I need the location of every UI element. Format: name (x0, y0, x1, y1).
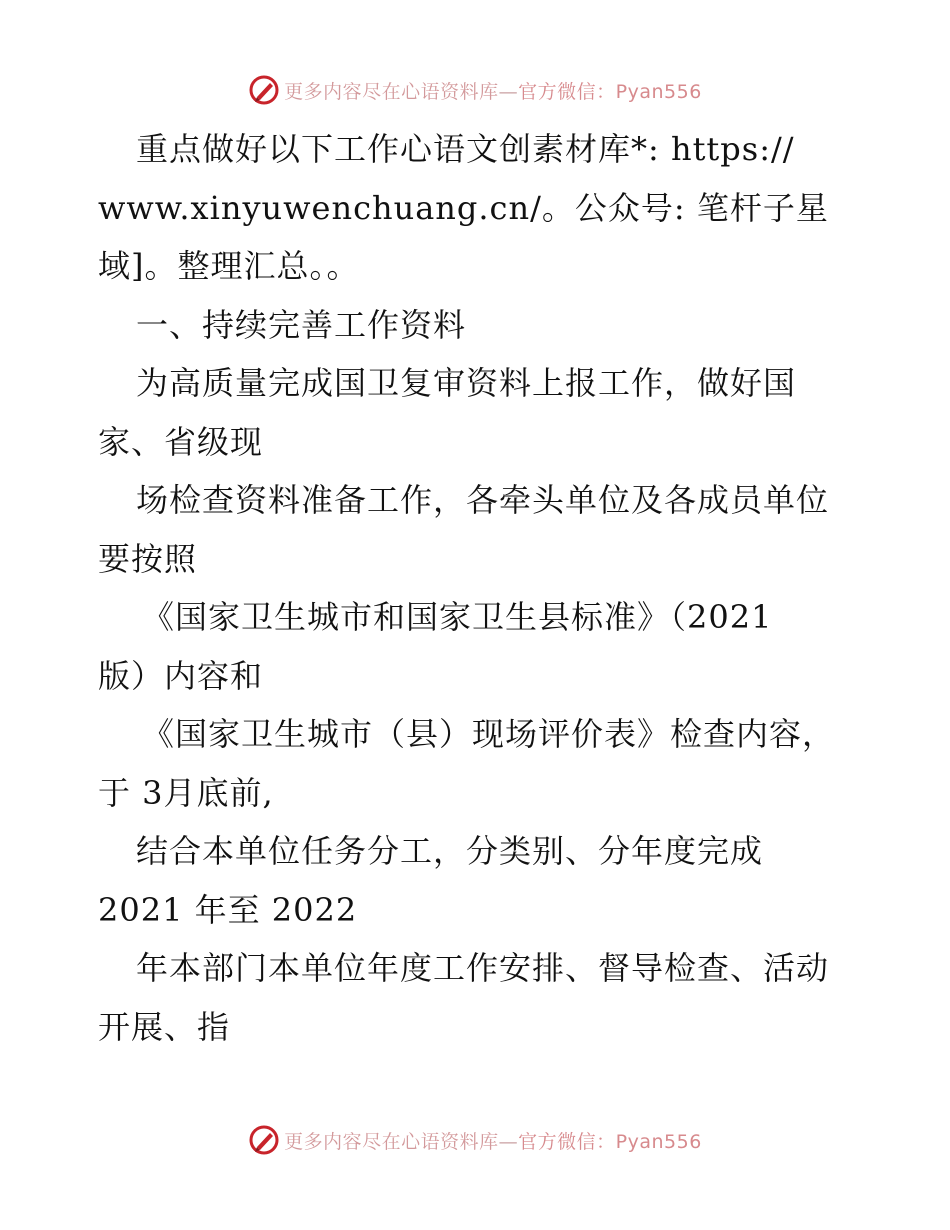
paragraph-line: 家、省级现 (98, 422, 264, 461)
paragraph-line: 《国家卫生城市（县）现场评价表》检查内容， (142, 715, 836, 753)
paragraph-line: 场检查资料准备工作，各牵头单位及各成员单位 (136, 481, 830, 519)
watermark-main-text: 更多内容尽在心语资料库 (284, 80, 499, 103)
watermark-text (284, 77, 702, 104)
paragraph-line: 版）内容和 (98, 656, 264, 695)
paragraph-line: 重点做好以下工作心语文创素材库*: https:// (136, 130, 795, 168)
footer-watermark (0, 1120, 950, 1160)
pen-logo-icon (248, 74, 280, 106)
header-watermark (0, 70, 950, 110)
watermark-wechat: 官方微信：Pyan556 (518, 80, 702, 103)
paragraph-line: 2021 年至 2022 (98, 890, 358, 929)
paragraph-line: 年本部门本单位年度工作安排、督导检查、活动 (136, 949, 830, 987)
watermark-wechat: 官方微信：Pyan556 (518, 1130, 702, 1153)
watermark-text (284, 1127, 702, 1154)
section-heading: 一、持续完善工作资料 (136, 305, 467, 344)
paragraph-line: 要按照 (98, 539, 198, 578)
paragraph-line: 于 3月底前, (98, 773, 274, 812)
paragraph-line: 为高质量完成国卫复审资料上报工作，做好国 (136, 364, 797, 402)
document-body (98, 120, 858, 1056)
watermark-main-text: 更多内容尽在心语资料库 (284, 1130, 499, 1153)
pen-logo-icon (248, 1124, 280, 1156)
paragraph-line: 《国家卫生城市和国家卫生县标准》（2021 (142, 598, 773, 636)
watermark-dash: — (498, 80, 519, 103)
paragraph-line: 开展、指 (98, 1007, 231, 1046)
paragraph-line: www.xinyuwenchuang.cn/。公众号: 笔杆子星 (98, 188, 829, 227)
watermark-dash: — (498, 1130, 519, 1153)
paragraph-line: 域]。整理汇总。。 (98, 247, 360, 285)
paragraph-line: 结合本单位任务分工，分类别、分年度完成 (136, 832, 764, 870)
